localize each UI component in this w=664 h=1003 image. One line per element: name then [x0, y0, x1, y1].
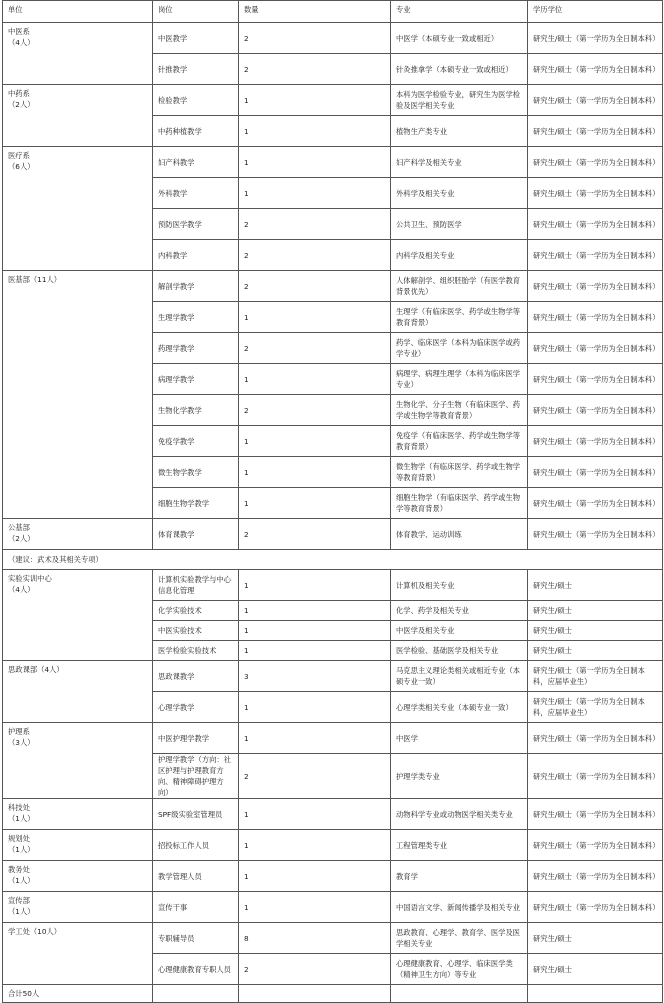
cell-position: 生物化学教学: [153, 395, 239, 426]
cell-degree: 研究生/硕士（第一学历为全日制本科）: [528, 333, 663, 364]
cell-major: 化学、药学及相关专业: [391, 601, 528, 621]
cell-position: 免疫学教学: [153, 426, 239, 457]
cell-count: 1: [239, 861, 391, 892]
header-position: 岗位: [153, 1, 239, 23]
table-row: [3, 923, 663, 954]
cell-count: 2: [239, 754, 391, 799]
cell-count: 2: [239, 954, 391, 985]
cell-count: 1: [239, 601, 391, 621]
cell-degree: 研究生/硕士: [528, 954, 663, 985]
cell-major: 植物生产类专业: [391, 116, 528, 147]
table-row: [3, 23, 663, 54]
cell-count: 1: [239, 116, 391, 147]
cell-count: 2: [239, 519, 391, 550]
cell-major: 心理健康教育、心理学、临床医学类（精神卫生方向）等专业: [391, 954, 528, 985]
cell-position: 生理学教学: [153, 302, 239, 333]
cell-unit: 中医系 （4人）: [3, 23, 153, 85]
cell-position: 检验教学: [153, 85, 239, 116]
cell-major: 中国语言文学、新闻传播学及相关专业: [391, 892, 528, 923]
cell-position: 体育课教学: [153, 519, 239, 550]
cell-position: 细胞生物学教学: [153, 488, 239, 519]
cell-position: 外科教学: [153, 178, 239, 209]
cell-count: 2: [239, 333, 391, 364]
table-row: [3, 799, 663, 830]
cell-degree: 研究生/硕士: [528, 641, 663, 661]
table-row: [3, 861, 663, 892]
cell-count: 1: [239, 85, 391, 116]
cell-major: 计算机及相关专业: [391, 570, 528, 601]
cell-position: 计算机实验教学与中心信息化管理: [153, 570, 239, 601]
table-body: [3, 1, 663, 1003]
cell-position: 内科教学: [153, 240, 239, 271]
cell-count: 2: [239, 209, 391, 240]
cell-major: 心理学类相关专业（本硕专业一致）: [391, 692, 528, 723]
cell-position: 微生物学教学: [153, 457, 239, 488]
cell-degree: 研究生/硕士（第一学历为全日制本科）: [528, 426, 663, 457]
cell-count: 1: [239, 457, 391, 488]
cell-position: SPF级实验室管理员: [153, 799, 239, 830]
cell-degree: 研究生/硕士（第一学历为全日制本科）: [528, 209, 663, 240]
cell-major: 细胞生物学（有临床医学、药学或生物学等教育背景）: [391, 488, 528, 519]
cell-major: 公共卫生、预防医学: [391, 209, 528, 240]
cell-degree: 研究生/硕士（第一学历为全日制本科）: [528, 861, 663, 892]
cell-count: 1: [239, 426, 391, 457]
cell-position: 医学检验实验技术: [153, 641, 239, 661]
cell-unit: 医疗系 （6人）: [3, 147, 153, 271]
cell-unit: 宣传部 （1人）: [3, 892, 153, 923]
cell-degree: 研究生/硕士（第一学历为全日制本科）: [528, 116, 663, 147]
table-row: [3, 85, 663, 116]
header-count: 数量: [239, 1, 391, 23]
cell-unit: 规划处 （1人）: [3, 830, 153, 861]
header-major: 专业: [391, 1, 528, 23]
cell-degree: 研究生/硕士（第一学历为全日制本科）: [528, 302, 663, 333]
cell-degree: 研究生/硕士（第一学历为全日制本科）: [528, 364, 663, 395]
cell-count: 2: [239, 23, 391, 54]
cell-position: 妇产科教学: [153, 147, 239, 178]
cell-degree: 研究生/硕士（第一学历为全日制本科）: [528, 799, 663, 830]
cell-major: 妇产科学及相关专业: [391, 147, 528, 178]
cell-position: 药理学教学: [153, 333, 239, 364]
cell-unit: 实验实训中心 （4人）: [3, 570, 153, 661]
cell-degree: 研究生/硕士（第一学历为全日制本科）: [528, 178, 663, 209]
table-row: [3, 271, 663, 302]
cell-major: 中医学及相关专业: [391, 621, 528, 641]
cell-position: 解剖学教学: [153, 271, 239, 302]
cell-degree: 研究生/硕士（第一学历为全日制本科，应届毕业生）: [528, 692, 663, 723]
cell-unit: 中药系 （2人）: [3, 85, 153, 147]
cell-position: 专职辅导员: [153, 923, 239, 954]
cell-count: 1: [239, 641, 391, 661]
cell-count: 1: [239, 570, 391, 601]
cell-degree: 研究生/硕士（第一学历为全日制本科）: [528, 754, 663, 799]
cell-degree: 研究生/硕士: [528, 923, 663, 954]
cell-major: 中医学: [391, 723, 528, 754]
cell-unit: 公基部 （2人）: [3, 519, 153, 550]
note-row: [3, 550, 663, 570]
cell-unit: 思政课部（4人）: [3, 661, 153, 723]
cell-position: 宣传干事: [153, 892, 239, 923]
cell-position: 病理学教学: [153, 364, 239, 395]
cell-position: 思政课教学: [153, 661, 239, 692]
cell-unit: 医基部（11人）: [3, 271, 153, 519]
cell-major: 人体解剖学、组织胚胎学（有医学教育背景优先）: [391, 271, 528, 302]
cell-major: 外科学及相关专业: [391, 178, 528, 209]
cell-count: 1: [239, 830, 391, 861]
cell-major: 针灸推拿学（本硕专业一致或相近）: [391, 54, 528, 85]
cell-position: 中医护理学教学: [153, 723, 239, 754]
cell-major: 免疫学（有临床医学、药学或生物学等教育背景）: [391, 426, 528, 457]
header-unit: 单位: [3, 1, 153, 23]
cell-major: 医学检验、基础医学及相关专业: [391, 641, 528, 661]
table-row: [3, 570, 663, 601]
cell-count: 1: [239, 302, 391, 333]
cell-count: 2: [239, 240, 391, 271]
table-row: [3, 661, 663, 692]
table-row: [3, 892, 663, 923]
cell-position: 化学实验技术: [153, 601, 239, 621]
cell-position: 护理学教学（方向：社区护理与护理教育方向、精神障碍护理方向）: [153, 754, 239, 799]
header-row: [3, 1, 663, 23]
cell-major: 生物化学、分子生物（有临床医学、药学或生物学等教育背景）: [391, 395, 528, 426]
cell-major: 药学、临床医学（本科为临床医学或药学专业）: [391, 333, 528, 364]
cell-position: 针推教学: [153, 54, 239, 85]
cell-degree: 研究生/硕士（第一学历为全日制本科）: [528, 892, 663, 923]
cell-count: 1: [239, 799, 391, 830]
cell-degree: 研究生/硕士（第一学历为全日制本科，应届毕业生）: [528, 661, 663, 692]
table-row: [3, 723, 663, 754]
total-cell: 合计50人: [3, 985, 153, 1003]
cell-unit: 学工处（10人）: [3, 923, 153, 985]
table-row: [3, 519, 663, 550]
cell-position: 中药种植教学: [153, 116, 239, 147]
note-cell: （建议：武术及其相关专项）: [3, 550, 663, 570]
cell-unit: 护理系 （3人）: [3, 723, 153, 799]
cell-degree: 研究生/硕士: [528, 570, 663, 601]
table-row: [3, 147, 663, 178]
cell-major: 体育教学、运动训练: [391, 519, 528, 550]
cell-count: 2: [239, 395, 391, 426]
cell-count: 1: [239, 488, 391, 519]
cell-major: 工程管理类专业: [391, 830, 528, 861]
cell-degree: 研究生/硕士（第一学历为全日制本科）: [528, 519, 663, 550]
cell-count: 2: [239, 54, 391, 85]
cell-major: 动物科学专业或动物医学相关类专业: [391, 799, 528, 830]
cell-degree: 研究生/硕士: [528, 621, 663, 641]
cell-count: 1: [239, 621, 391, 641]
cell-degree: 研究生/硕士: [528, 601, 663, 621]
cell-degree: 研究生/硕士（第一学历为全日制本科）: [528, 147, 663, 178]
cell-degree: 研究生/硕士（第一学历为全日制本科）: [528, 457, 663, 488]
cell-degree: 研究生/硕士（第一学历为全日制本科）: [528, 23, 663, 54]
table-row: [3, 830, 663, 861]
cell-major: 思政教育、心理学、教育学、医学及医学相关专业: [391, 923, 528, 954]
cell-major: 马克思主义理论类相关或相近专业（本硕专业一致）: [391, 661, 528, 692]
cell-unit: 教务处 （1人）: [3, 861, 153, 892]
cell-count: 3: [239, 661, 391, 692]
cell-count: 1: [239, 147, 391, 178]
cell-count: 1: [239, 723, 391, 754]
cell-position: 教学管理人员: [153, 861, 239, 892]
cell-degree: 研究生/硕士（第一学历为全日制本科）: [528, 830, 663, 861]
cell-count: 1: [239, 178, 391, 209]
cell-major: 教育学: [391, 861, 528, 892]
cell-unit: 科技处 （1人）: [3, 799, 153, 830]
cell-count: 2: [239, 271, 391, 302]
recruitment-table: [2, 0, 663, 1003]
cell-major: 微生物学（有临床医学、药学或生物学等教育背景）: [391, 457, 528, 488]
cell-position: 招投标工作人员: [153, 830, 239, 861]
cell-position: 中医教学: [153, 23, 239, 54]
cell-position: 心理健康教育专职人员: [153, 954, 239, 985]
cell-major: 内科学及相关专业: [391, 240, 528, 271]
cell-major: 病理学、病理生理学（本科为临床医学专业）: [391, 364, 528, 395]
cell-position: 心理学教学: [153, 692, 239, 723]
cell-count: 1: [239, 692, 391, 723]
cell-major: 护理学类专业: [391, 754, 528, 799]
cell-major: 本科为医学检验专业，研究生为医学检验及医学相关专业: [391, 85, 528, 116]
cell-degree: 研究生/硕士（第一学历为全日制本科）: [528, 488, 663, 519]
cell-degree: 研究生/硕士（第一学历为全日制本科）: [528, 240, 663, 271]
cell-major: 中医学（本硕专业一致或相近）: [391, 23, 528, 54]
cell-major: 生理学（有临床医学、药学或生物学等教育背景）: [391, 302, 528, 333]
cell-degree: 研究生/硕士（第一学历为全日制本科）: [528, 271, 663, 302]
cell-count: 8: [239, 923, 391, 954]
cell-position: 预防医学教学: [153, 209, 239, 240]
cell-degree: 研究生/硕士（第一学历为全日制本科）: [528, 54, 663, 85]
cell-position: 中医实验技术: [153, 621, 239, 641]
cell-degree: 研究生/硕士（第一学历为全日制本科）: [528, 395, 663, 426]
cell-degree: 研究生/硕士（第一学历为全日制本科）: [528, 723, 663, 754]
cell-count: 1: [239, 892, 391, 923]
cell-count: 1: [239, 364, 391, 395]
cell-degree: 研究生/硕士（第一学历为全日制本科）: [528, 85, 663, 116]
header-degree: 学历学位: [528, 1, 663, 23]
